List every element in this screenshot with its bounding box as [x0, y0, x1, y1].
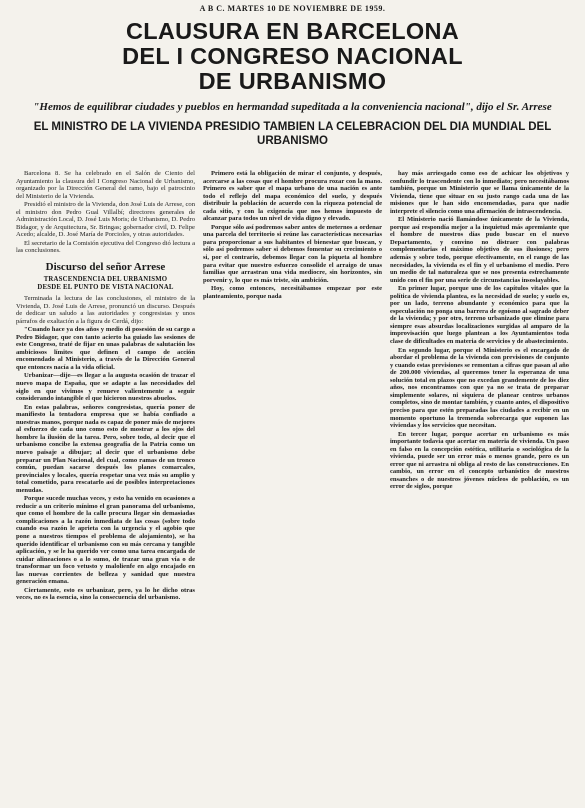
headline [12, 19, 573, 94]
subheadline-summary: EL MINISTRO DE LA VIVIENDA PRESIDIO TAMBIEN LA CELEBRACION DEL DIA MUNDIAL DEL URBANISMO [33, 121, 552, 147]
paragraph: Urbanizar—dije—es llegar a la augusta ocasión de trazar el nuevo mapa de España, que se adapte a las necesidades del siglo en que vivimos y renueve valientemente a seguir considerando intangible el que hicieron nuestros abuelos. [16, 372, 195, 403]
column-3 [386, 170, 573, 802]
headline-line-2: DEL I CONGRESO NACIONAL [122, 43, 463, 69]
paragraph: En estas palabras, señores congresistas, quería poner de manifiesto la tentadora empresa que se había confiado a nuestras manos, porque nada es capaz de poner más de mejores al esfuerzo de cada uno como esto de mostrar a los ojos del hombre la ilusión de la tarea. Pero, sobre todo, al decir que el urbanismo concibe la extensa geografía de la Patria como un nuevo paisaje a dibujar; al decir que el urbanismo debe preparar un Plan Nacional, del cual, como ramas de un tronco común, puedan sacarse después los planes comarcales, provinciales y locales, quería respetar una vez más su amplio y total cometido, para rescatarlo así de posibles interpretaciones menudas. [16, 403, 195, 494]
paragraph: Terminada la lectura de las conclusiones, el ministro de la Vivienda, D. José Luis de Arrese, pronunció un discurso. Después de dedicar un saludo a las autoridades y congresistas y unos párrafos de exaltación a la figura de Cerdá, dijo: [16, 295, 195, 325]
paragraph: Hoy, como entonces, necesitábamos empezar por este planteamiento, porque nada [203, 285, 382, 300]
masthead: A B C. MARTES 10 DE NOVIEMBRE DE 1959. [199, 4, 386, 13]
paragraph: Barcelona 8. Se ha celebrado en el Salón de Ciento del Ayuntamiento la clausura del I Congreso Nacional de Urbanismo, organizado por la Dirección General del ramo, bajo el patrocinio del Ministerio de la Vivienda. [16, 170, 195, 200]
headline-line-3: DE URBANISMO [198, 68, 387, 94]
article-columns [12, 170, 574, 802]
section-title: Discurso del señor Arrese [45, 261, 166, 274]
column-2 [199, 170, 386, 802]
subheadline-quote: "Hemos de equilibrar ciudades y pueblos en hermandad supeditada a la conveniencia nacional", dijo el Sr. Arrese [33, 101, 552, 113]
paragraph: En tercer lugar, porque acertar en urbanismo es más importante todavía que acertar en materia de vivienda. Un paso en falso en la concepción estética, utilitaria o sociológica de la vivienda, puede ser un error más o menos grande, pero es un error que ni arrastra ni obliga al resto de las construcciones. En cambio, un error en el concepto urbanístico de nuestros ensanches o de nuestros jóvenes núcleos de población, es un error de siglos, porque [390, 430, 569, 491]
paragraph: En primer lugar, porque uno de los capítulos vitales que la política de vivienda plantea, es la necesidad de suelo; y suelo es, por un lado, terreno abundante y económico para que la especulación no ponga una barrera de egoísmo al sagrado deber de la vivienda; y por otro, terreno urbanizado que elimine para siempre esas absurdas localizaciones surgidas al amparo de la improvisación que luego plantean a los Ayuntamientos toda clase de dificultades en materia de servicios y de abastecimiento. [390, 285, 569, 346]
paragraph: Porque sucede muchas veces, y esto ha venido en ocasiones a reducir a un criterio mínimo el gran panorama del urbanismo, que como el hombre de la calle procura llegar sin demasiadas complicaciones a la razón inmediata de las cosas (sobre todo cuando esa razón le aprieta con la urgencia y el agobio que pone a nuestros tiempos el problema de alojamiento), se ha querido identificar el urbanismo con su más cercana y tangible aplicación, y se le ha querido ver como una tarea encargada de cuidar alineaciones o a lo sumo, de trazar una gran vía o de transformar un foco vetusto y malolienfe en algo encajado en las nuevas corrientes de belleza y sanidad que nuestra generación emana. [16, 495, 195, 586]
paragraph: En segundo lugar, porque el Ministerio es el encargado de abordar el problema de la vivienda con previsiones de conjunto y cuando estas previsiones se remontan a cifras que pasan al año de 200.000 viviendas, al queremos tener la esperanza de una solución total en plazos que no excedan grandemente de los diez años, nos encontramos con que ya no se trata de preparar simplemente solares, ni siquiera de planear centros urbanos completos, sino de montar también, y cuanto antes, el dispositivo preciso para que estén preparadas las ciudades a recibir en un momento oportuno la tremenda sobrecarga que suponen las viviendas y los servicios que necesitan. [390, 346, 569, 430]
column-1 [12, 170, 199, 802]
paragraph: El Ministerio nació llamándose únicamente de la Vivienda, porque así respondía mejor a la inquietud más apremiante que el hombre de nuestros días pudo buscar en el nuevo Departamento, y convino no distraer con palabras complementarias el máximo objetivo de sus ilusiones; pero además y sobre todo, porque efectivamente, en el rango de las necesidades, la vivienda es el fin y el urbanismo el medio. Pero un medio de tal naturaleza que se nos presenta estrechamente unido con el fin por una serie de circunstancias insoslayables. [390, 216, 569, 284]
paragraph: Primero está la obligación de mirar el conjunto, y después, acercarse a las cosas que el hombre procura rozar con la mano. Primero es saber que el mapa urbano de una nación es ante todo el reflejo del mapa económico del suelo, y después distribuir la población de acuerdo con la riqueza potencial de cada sitio, y con la exigencia que nos hemos impuesto de alcanzar para todos un nivel de vida digno y elevado. [203, 170, 382, 223]
paragraph: Porque sólo así podremos saber antes de meternos a ordenar una parcela del territorio si reúne las características necesarias para proporcionar a sus habitantes el bienestar que buscan, y sólo así podremos saber si debemos fomentar su crecimiento o si, por el contrario, debemos llegar con la piqueta al hombre para evitar que nuestro esfuerzo consolide el arraigo de unas familias que arrastran una vida mediocre, sin horizontes, sin porvenir y, lo que es más triste, sin ambición. [203, 223, 382, 284]
section-subtitle-line-1: TRASCENDENCIA DEL URBANISMO [43, 276, 168, 284]
section-subtitle-line-2: DESDE EL PUNTO DE VISTA NACIONAL [37, 284, 174, 292]
headline-line-1: CLAUSURA EN BARCELONA [125, 18, 460, 44]
section-subtitle [16, 276, 195, 292]
paragraph: hay más arriesgado como eso de achicar los objetivos y confundir lo trascendente con lo inmediato; pero necesitábamos también, porque un Ministerio que se llama únicamente de la Vivienda, tiene que situar en su justo rango cada una de las misiones que le han sido encomendadas, para que nadie interprete el silencio como una afirmación de intrascendencia. [390, 170, 569, 215]
paragraph: Ciertamente, esto es urbanizar, pero, ya lo he dicho otras veces, no es la esencia, sino la consecuencia del urbanismo. [16, 586, 195, 602]
paragraph: Presidió el ministro de la Vivienda, don José Luis de Arrese, con el ministro don Pedro Gual Villalbí; directores generales de Administración Local, D. José Luis Moris; de Urbanismo, D. Pedro Bidagor, y de Arquitectura, Sr. Bringas; gobernador civil, D. Felipe Acedo; alcalde, D. José María de Porcioles, y otras autoridades. [16, 201, 195, 239]
paragraph: El secretario de la Comisión ejecutiva del Congreso dió lectura a las conclusiones. [16, 239, 196, 255]
paragraph: "Cuando hace ya dos años y medio di posesión de su cargo a Pedro Bidagor, que con tanto acierto ha guiado las sesiones de este Congreso, traté de fijar en unas palabras de salutación los ambiciosos límites que definen el campo de acción encomendado al Ministerio, a través de la Dirección General que entonces nacía a la vida oficial. [16, 326, 195, 371]
